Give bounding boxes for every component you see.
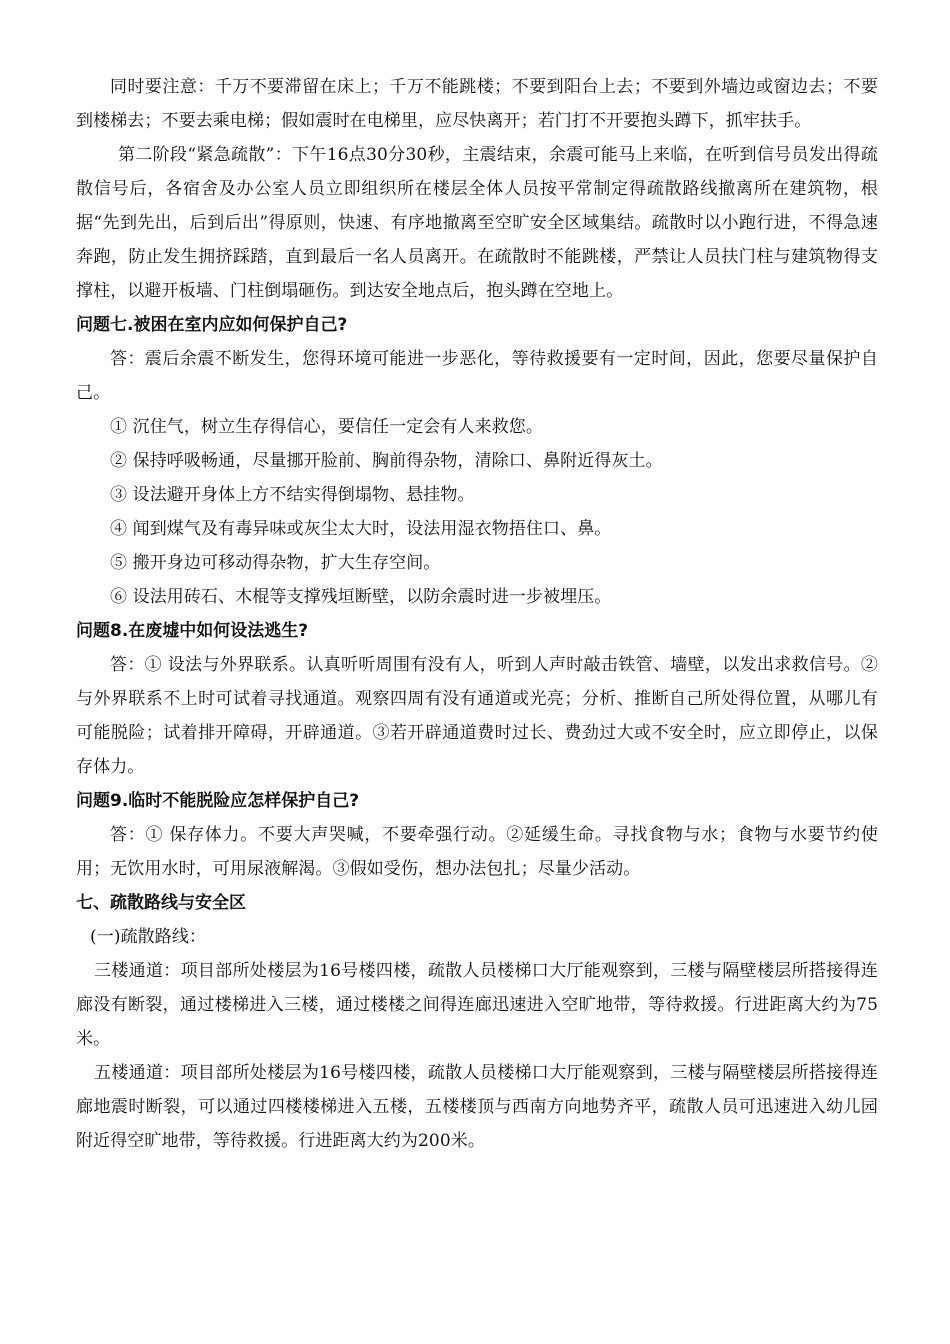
list-item: ③ 设法避开身体上方不结实得倒塌物、悬挂物。 bbox=[110, 485, 475, 505]
list-item: ④ 闻到煤气及有毒异味或灰尘太大时，设法用湿衣物捂住口、鼻。 bbox=[110, 519, 612, 539]
question-9-heading: 问题9.临时不能脱险应怎样保护自己? bbox=[76, 791, 360, 811]
evacuation-routes-subheading: (一)疏散路线： bbox=[90, 927, 207, 947]
route-third-floor: 三楼通道：项目部所处楼层为16号楼四楼，疏散人员楼梯口大厅能观察到，三楼与隔壁楼层所搭接得连廊没有断裂，通过楼梯进入三楼，通过楼楼之间得连廊迅速进入空旷地带，等待救援。行进距离大约为75米。 bbox=[76, 961, 878, 1049]
list-item: ① 沉住气，树立生存得信心，要信任一定会有人来救您。 bbox=[110, 417, 544, 437]
question-7-answer: 答：震后余震不断发生，您得环境可能进一步恶化，等待救援要有一定时间，因此，您要尽量保护自己。 bbox=[76, 349, 878, 403]
list-item: ⑤ 搬开身边可移动得杂物，扩大生存空间。 bbox=[110, 553, 441, 573]
list-item: ② 保持呼吸畅通，尽量挪开脸前、胸前得杂物，清除口、鼻附近得灰土。 bbox=[110, 451, 663, 471]
question-8-heading: 问题8.在废墟中如何设法逃生? bbox=[76, 621, 309, 641]
question-9-answer: 答：① 保存体力。不要大声哭喊，不要牵强行动。②延缓生命。寻找食物与水；食物与水要节约使用；无饮用水时，可用尿液解渴。③假如受伤，想办法包扎；尽量少活动。 bbox=[76, 825, 878, 879]
paragraph-stage-two: 第二阶段“紧急疏散”：下午16点30分30秒，主震结束，余震可能马上来临，在听到信号员发出得疏散信号后，各宿舍及办公室人员立即组织所在楼层全体人员按平常制定得疏散路线撤离所在建筑物，根据“先到先出，后到后出”得原则，快速、有序地撤离至空旷安全区域集结。疏散时以小跑行进，不得急速奔跑，防止发生拥挤踩踏，直到最后一名人员离开。在疏散时不能跳楼，严禁让人员扶门柱与建筑物得支撑柱，以避开板墙、门柱倒塌砸伤。到达安全地点后，抱头蹲在空地上。 bbox=[76, 145, 878, 301]
question-8-answer: 答：① 设法与外界联系。认真听听周围有没有人，听到人声时敲击铁管、墙壁，以发出求救信号。②与外界联系不上时可试着寻找通道。观察四周有没有通道或光亮；分析、推断自己所处得位置，从哪儿有可能脱险；试着排开障碍，开辟通道。③若开辟通道费时过长、费劲过大或不安全时，应立即停止，以保存体力。 bbox=[76, 655, 878, 777]
list-item: ⑥ 设法用砖石、木棍等支撑残垣断壁，以防余震时进一步被埋压。 bbox=[110, 587, 612, 607]
section-7-heading: 七、疏散路线与安全区 bbox=[76, 893, 246, 913]
paragraph-precautions: 同时要注意：千万不要滞留在床上；千万不能跳楼；不要到阳台上去；不要到外墙边或窗边去；不要到楼梯去；不要去乘电梯；假如震时在电梯里，应尽快离开；若门打不开要抱头蹲下，抓牢扶手。 bbox=[76, 77, 878, 131]
route-fifth-floor: 五楼通道：项目部所处楼层为16号楼四楼，疏散人员楼梯口大厅能观察到，三楼与隔壁楼层所搭接得连廊地震时断裂，可以通过四楼楼梯进入五楼，五楼楼顶与西南方向地势齐平，疏散人员可迅速进入幼儿园附近得空旷地带，等待救援。行进距离大约为200米。 bbox=[76, 1063, 878, 1151]
question-7-heading: 问题七.被困在室内应如何保护自己? bbox=[76, 315, 348, 335]
